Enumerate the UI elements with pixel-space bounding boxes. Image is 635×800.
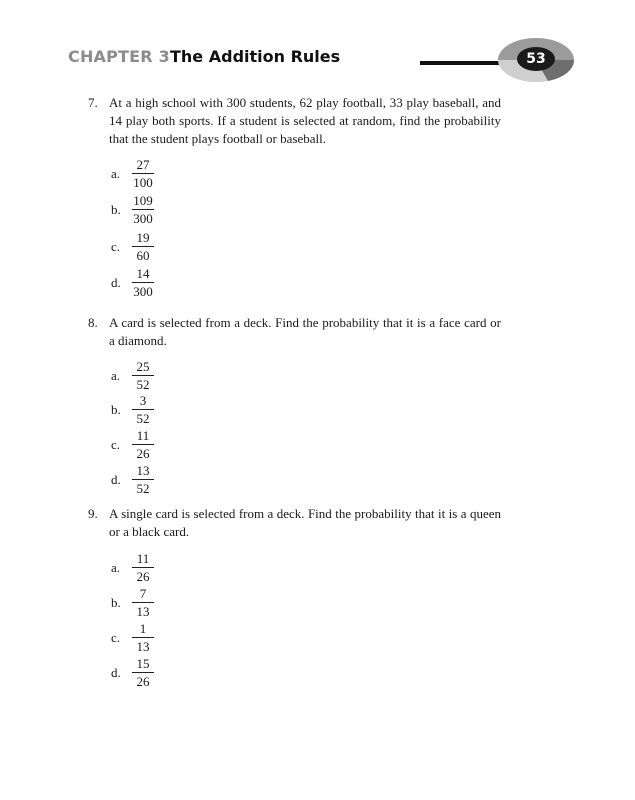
choice-letter: d. xyxy=(111,275,121,290)
denominator: 100 xyxy=(133,175,153,190)
choice-letter: b. xyxy=(111,402,121,417)
fraction xyxy=(132,656,154,689)
denominator: 26 xyxy=(136,569,150,584)
fraction-bar xyxy=(132,602,154,603)
choice-9b xyxy=(111,586,171,620)
chapter-title: The Addition Rules xyxy=(170,47,341,66)
denominator: 52 xyxy=(136,411,150,426)
numerator: 25 xyxy=(136,359,150,374)
numerator: 13 xyxy=(136,463,150,478)
question-number: 7. xyxy=(88,95,98,110)
fraction xyxy=(132,359,154,392)
fraction xyxy=(132,230,154,263)
fraction-bar xyxy=(132,444,154,445)
choice-7b xyxy=(111,193,171,227)
choice-7d xyxy=(111,266,171,300)
fraction-bar xyxy=(132,246,154,247)
choice-8d xyxy=(111,463,171,497)
fraction-bar xyxy=(132,637,154,638)
fraction-bar xyxy=(132,375,154,376)
choice-letter: a. xyxy=(111,368,121,383)
fraction xyxy=(132,428,154,461)
choice-letter: d. xyxy=(111,665,121,680)
choice-9d xyxy=(111,656,171,690)
choice-letter: b. xyxy=(111,202,121,217)
choice-9c xyxy=(111,621,171,655)
numerator: 19 xyxy=(136,230,150,245)
fraction xyxy=(132,266,154,299)
denominator: 13 xyxy=(136,604,150,619)
numerator: 27 xyxy=(136,157,150,172)
numerator: 15 xyxy=(136,656,150,671)
choice-7c xyxy=(111,230,171,264)
numerator: 109 xyxy=(133,193,153,208)
page-number: 53 xyxy=(526,51,546,67)
choice-8a xyxy=(111,359,171,393)
numerator: 14 xyxy=(136,266,150,281)
question-number: 9. xyxy=(88,506,98,521)
fraction xyxy=(132,621,154,654)
fraction-bar xyxy=(132,479,154,480)
denominator: 52 xyxy=(136,377,150,392)
fraction xyxy=(132,463,154,496)
choice-letter: a. xyxy=(111,560,121,575)
denominator: 52 xyxy=(136,481,150,496)
question-text: At a high school with 300 students, 62 play football, 33 play baseball, and 14 play both sports. If a student is selected at random, find the probability that the student plays football or baseball. xyxy=(109,95,501,146)
fraction-bar xyxy=(132,672,154,673)
fraction-bar xyxy=(132,567,154,568)
question-7 xyxy=(88,94,508,150)
page-header xyxy=(0,0,635,90)
choice-letter: a. xyxy=(111,166,121,181)
choice-8c xyxy=(111,428,171,462)
choice-7a xyxy=(111,157,171,191)
question-number: 8. xyxy=(88,315,98,330)
choice-letter: c. xyxy=(111,630,121,645)
fraction xyxy=(132,157,154,190)
question-text: A card is selected from a deck. Find the probability that it is a face card or a diamond. xyxy=(109,315,501,348)
fraction-bar xyxy=(132,282,154,283)
choice-letter: b. xyxy=(111,595,121,610)
fraction xyxy=(132,393,154,426)
fraction-bar xyxy=(132,173,154,174)
fraction xyxy=(132,586,154,619)
fraction-bar xyxy=(132,209,154,210)
chapter-label: CHAPTER 3 xyxy=(68,47,170,66)
numerator: 1 xyxy=(139,621,147,636)
denominator: 60 xyxy=(136,248,150,263)
question-8 xyxy=(88,314,508,352)
fraction xyxy=(132,193,154,226)
numerator: 7 xyxy=(139,586,147,601)
choice-letter: c. xyxy=(111,437,121,452)
denominator: 300 xyxy=(133,284,153,299)
denominator: 26 xyxy=(136,674,150,689)
choice-letter: d. xyxy=(111,472,121,487)
question-text: A single card is selected from a deck. Find the probability that it is a queen or a black card. xyxy=(109,506,501,539)
choice-letter: c. xyxy=(111,239,121,254)
fraction xyxy=(132,551,154,584)
numerator: 11 xyxy=(136,428,150,443)
choice-8b xyxy=(111,393,171,427)
denominator: 300 xyxy=(133,211,153,226)
denominator: 26 xyxy=(136,446,150,461)
numerator: 3 xyxy=(139,393,147,408)
choice-9a xyxy=(111,551,171,585)
fraction-bar xyxy=(132,409,154,410)
denominator: 13 xyxy=(136,639,150,654)
numerator: 11 xyxy=(136,551,150,566)
question-9 xyxy=(88,505,508,543)
